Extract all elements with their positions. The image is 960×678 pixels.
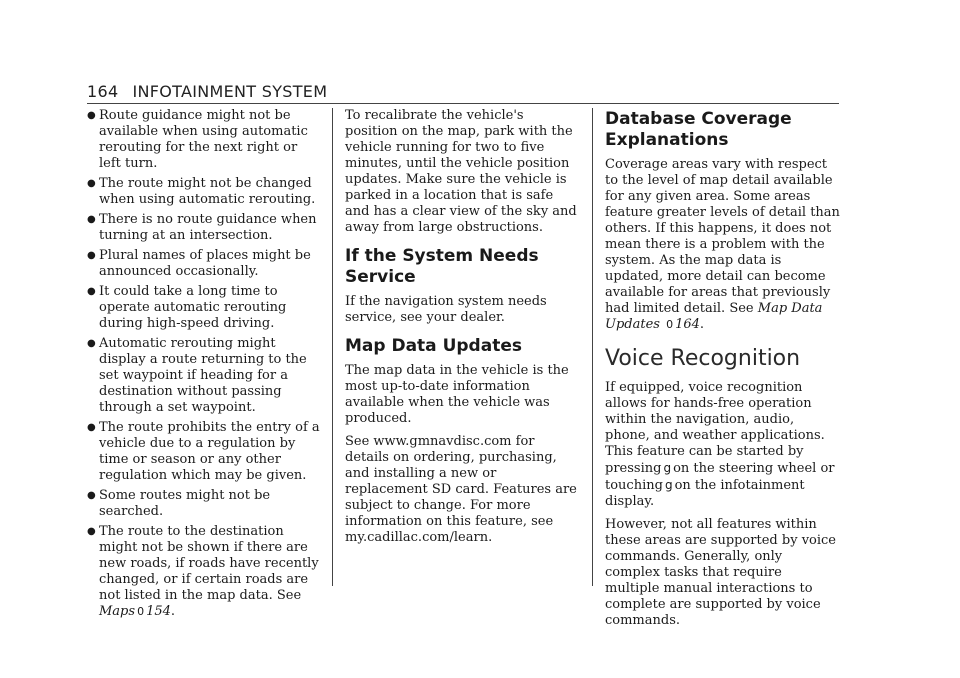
bullet-icon: ● (87, 178, 96, 189)
voice-paragraph: If equipped, voice recognition allows for hands-free operation within the navigation, audio, phone, and weather applications. This feature can be started by pressing g on the steering wheel or touching g on the infotainment display. (605, 380, 835, 509)
database-coverage-heading: Database Coverage Explanations (605, 109, 792, 150)
page-ref-arrow-icon: 0 (137, 605, 145, 618)
route-limitations-list (87, 108, 322, 620)
column-divider (592, 108, 593, 586)
map-updates-paragraph: The map data in the vehicle is the most up-to-date information available when the vehicle was produced. (345, 363, 569, 426)
bullet-icon: ● (87, 110, 96, 121)
map-data-updates-link[interactable]: Map Data Updates (605, 301, 823, 332)
service-heading: If the System Needs Service (345, 246, 539, 287)
bullet-icon: ● (87, 422, 96, 433)
list-item: ● There is no route guidance when turning at an intersection. (87, 212, 317, 243)
maps-page-link[interactable]: 154 (146, 604, 171, 619)
page-header (87, 82, 327, 101)
map-data-updates-page-link[interactable]: 164 (675, 317, 700, 332)
bullet-icon: ● (87, 490, 96, 501)
column-middle (345, 108, 580, 553)
list-item: ● It could take a long time to operate automatic rerouting during high-speed driving. (87, 284, 287, 331)
page-ref-arrow-icon: 0 (666, 318, 674, 331)
map-updates-heading: Map Data Updates (345, 336, 522, 356)
bullet-icon: ● (87, 250, 96, 261)
list-item: ● The route might not be changed when using automatic rerouting. (87, 176, 316, 207)
header-rule (87, 103, 839, 104)
recalibrate-paragraph: To recalibrate the vehicle's position on the map, park with the vehicle running for two to five minutes, until the vehicle position updates. Make sure the vehicle is parked in a location that is safe and has a clear view of the sky and away from large obstructions. (345, 108, 577, 235)
list-item: ● Some routes might not be searched. (87, 488, 271, 519)
bullet-icon: ● (87, 338, 96, 349)
page-number: 164 (87, 82, 119, 101)
database-coverage-paragraph: Coverage areas vary with respect to the level of map detail available for any given area. Some areas feature greater levels of detail than others. If this happens, it does not mean there is a problem with the system. As the map data is updated, more detail can become available for areas that previously had limited detail. See Map Data Updates 0 164. (605, 157, 840, 332)
voice-touch-icon: g (664, 478, 673, 492)
voice-button-icon: g (663, 461, 672, 475)
list-item: ● Automatic rerouting might display a route returning to the set waypoint if heading for a destination without passing through a set waypoint. (87, 336, 307, 415)
service-paragraph: If the navigation system needs service, see your dealer. (345, 294, 547, 325)
bullet-icon: ● (87, 214, 96, 225)
maps-link[interactable]: Maps (99, 604, 136, 619)
bullet-icon: ● (87, 286, 96, 297)
list-item: ● The route prohibits the entry of a vehicle due to a regulation by time or season or any other regulation which may be given. (87, 420, 320, 483)
list-item: ● Route guidance might not be available when using automatic rerouting for the next right or left turn. (87, 108, 308, 171)
column-right (605, 108, 840, 636)
column-divider (332, 108, 333, 586)
list-item: ● Plural names of places might be announced occasionally. (87, 248, 311, 279)
column-left (87, 108, 322, 624)
section-title: INFOTAINMENT SYSTEM (132, 82, 328, 101)
list-item: ● The route to the destination might not be shown if there are new roads, if roads have recently changed, or if certain roads are not listed in the map data. See Maps 0 154. (87, 524, 319, 619)
map-updates-paragraph-2: See www.gmnavdisc.com for details on ordering, purchasing, and installing a new or replacement SD card. Features are subject to change. For more information on this feature, see my.cadillac.com/learn. (345, 434, 577, 545)
bullet-icon: ● (87, 526, 96, 537)
voice-paragraph-2: However, not all features within these areas are supported by voice commands. Generally, only complex tasks that require multiple manual interactions to complete are supported by voice commands. (605, 517, 836, 628)
voice-recognition-heading: Voice Recognition (605, 346, 801, 371)
